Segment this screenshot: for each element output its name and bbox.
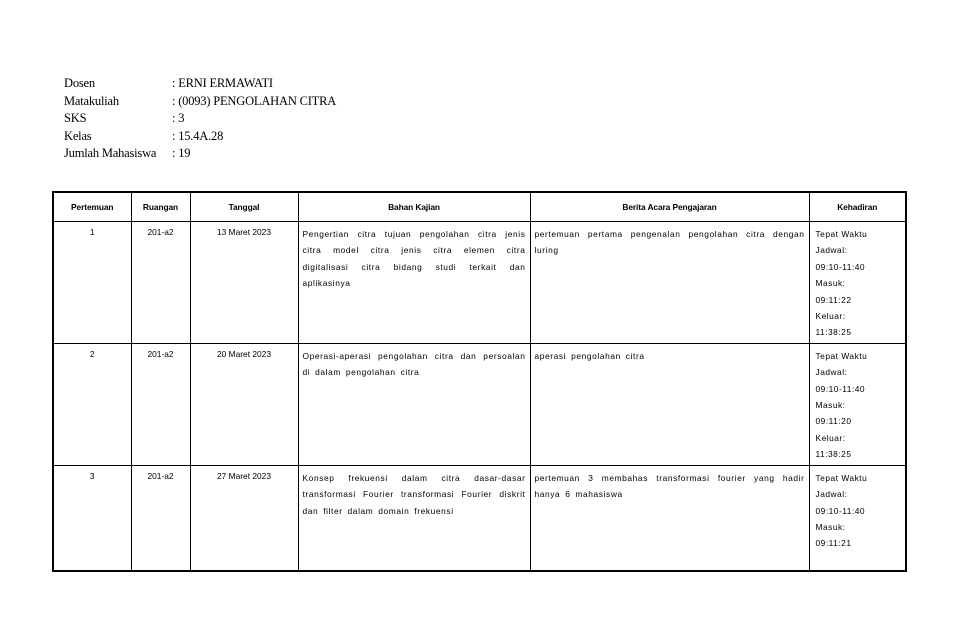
column-header-bahan-kajian: Bahan Kajian — [298, 192, 530, 222]
attendance-out-time: 11:38:25 — [815, 449, 852, 460]
cell-pertemuan: 3 — [53, 465, 131, 571]
cell-berita-acara: aperasi pengolahan citra — [530, 343, 809, 465]
attendance-status: Tepat Waktu — [815, 229, 868, 239]
cell-bahan-kajian: Konsep frekuensi dalam citra dasar-dasar transformasi Fourier transformasi Fourier diskrit dan filter dalam domain frekuensi — [298, 465, 530, 571]
cell-pertemuan: 1 — [53, 222, 131, 344]
info-value: : 15.4A.28 — [172, 128, 224, 143]
info-row-jumlah-mahasiswa — [64, 145, 336, 163]
attendance-schedule-label: Jadwal: — [815, 367, 848, 378]
cell-tanggal: 20 Maret 2023 — [190, 343, 298, 465]
info-label: Dosen — [64, 76, 95, 90]
column-header-tanggal: Tanggal — [190, 192, 298, 222]
info-row-sks — [64, 110, 336, 128]
table-row — [53, 343, 906, 465]
attendance-schedule-time: 09:10-11:40 — [815, 383, 866, 394]
info-label: SKS — [64, 111, 87, 126]
info-label: Jumlah Mahasiswa — [64, 146, 157, 161]
attendance-table — [52, 191, 907, 572]
attendance-schedule-time: 09:10-11:40 — [815, 261, 866, 272]
info-row-matakuliah — [64, 93, 336, 111]
attendance-in-label: Masuk: — [815, 521, 846, 532]
cell-berita-acara: pertemuan pertama pengenalan pengolahan citra dengan luring — [530, 222, 809, 344]
table-row — [53, 465, 906, 571]
table-header-row — [53, 192, 906, 222]
column-header-pertemuan: Pertemuan — [53, 192, 131, 222]
info-value: : 19 — [172, 146, 191, 161]
attendance-schedule-time: 09:10-11:40 — [815, 505, 866, 516]
cell-bahan-kajian: Operasi-aperasi pengolahan citra dan persoalan di dalam pengolahan citra — [298, 343, 530, 465]
cell-ruangan: 201-a2 — [131, 222, 190, 344]
attendance-in-label: Masuk: — [815, 400, 846, 411]
attendance-status: Tepat Waktu — [815, 350, 868, 361]
column-header-kehadiran: Kehadiran — [809, 192, 906, 222]
cell-tanggal: 27 Maret 2023 — [190, 465, 298, 571]
cell-tanggal: 13 Maret 2023 — [190, 222, 298, 344]
column-header-ruangan: Ruangan — [131, 192, 190, 222]
attendance-in-time: 09:11:22 — [815, 294, 852, 305]
course-info — [64, 75, 336, 163]
attendance-in-label: Masuk: — [815, 278, 846, 289]
attendance-out-time: 11:38:25 — [815, 327, 852, 338]
cell-ruangan: 201-a2 — [131, 465, 190, 571]
column-header-berita-acara: Berita Acara Pengajaran — [530, 192, 809, 222]
cell-bahan-kajian: Pengertian citra tujuan pengolahan citra jenis citra model citra jenis citra elemen citra digitalisasi citra bidang studi terkait dan aplikasinya — [298, 222, 530, 344]
cell-kehadiran — [809, 222, 906, 344]
info-row-kelas — [64, 128, 336, 146]
attendance-schedule-label: Jadwal: — [815, 489, 848, 500]
attendance-in-time: 09:11:21 — [815, 538, 852, 549]
cell-ruangan: 201-a2 — [131, 343, 190, 465]
info-label: Matakuliah — [64, 93, 119, 108]
info-label: Kelas — [64, 128, 92, 143]
attendance-status: Tepat Waktu — [815, 472, 868, 483]
cell-kehadiran — [809, 343, 906, 465]
info-row-dosen — [64, 75, 336, 93]
cell-pertemuan: 2 — [53, 343, 131, 465]
info-value: : 3 — [172, 111, 185, 126]
cell-berita-acara: pertemuan 3 membahas transformasi fourier yang hadir hanya 6 mahasiswa — [530, 465, 809, 571]
table-row — [53, 222, 906, 344]
attendance-in-time: 09:11:20 — [815, 416, 852, 427]
info-value: : (0093) PENGOLAHAN CITRA — [172, 93, 337, 108]
info-value: : ERNI ERMAWATI — [172, 76, 273, 90]
attendance-out-label: Keluar: — [815, 432, 846, 443]
attendance-out-label: Keluar: — [815, 311, 846, 322]
attendance-schedule-label: Jadwal: — [815, 245, 848, 256]
cell-kehadiran — [809, 465, 906, 571]
